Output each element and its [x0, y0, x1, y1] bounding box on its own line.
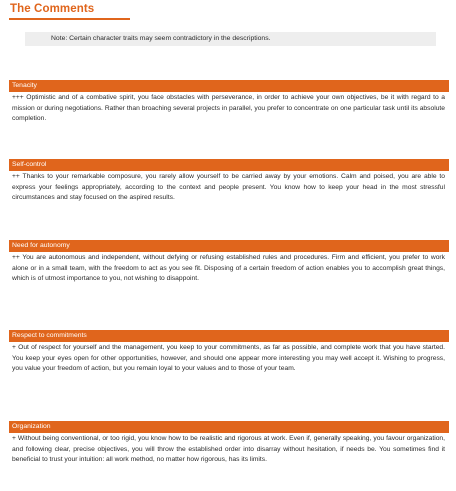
section-heading: Organization — [9, 421, 449, 433]
section-body: + Without being conventional, or too rigid, you know how to be realistic and rigorous at work. Even if, generally speaking, you favour organization, and following clear, precise objectives, you will throw the established order into disarray without hesitation, if needs be. You sometimes find it beneficial to trust your intuition: all work method, no matter how rigorous, has its limits. — [12, 435, 445, 464]
section-body: ++ You are autonomous and independent, without defying or refusing established rules and procedures. Firm and efficient, you prefer to work alone or in a small team, with the freedom to act as you see fit. Disposing of a certain freedom of action enables you to accomplish great things, which is of utmost importance to you, not wishing to disappoint. — [12, 254, 445, 283]
section-heading: Respect to commitments — [9, 330, 449, 342]
section-heading: Need for autonomy — [9, 240, 449, 252]
section-need-for-autonomy — [9, 240, 449, 297]
note-box: Note: Certain character traits may seem contradictory in the descriptions. — [25, 32, 436, 46]
section-organization — [9, 421, 449, 478]
section-tenacity — [9, 80, 449, 137]
title-underline — [9, 18, 130, 20]
section-heading: Tenacity — [9, 80, 449, 92]
section-self-control — [9, 159, 449, 216]
section-body: +++ Optimistic and of a combative spirit, you face obstacles with perseverance, in order to achieve your own objectives, be it with regard to a mission or during negotiations. Rather than broaching several projects in parallel, you prefer to concentrate on one particular task until its absolute completion. — [12, 94, 445, 123]
section-heading: Self-control — [9, 159, 449, 171]
page-title: The Comments — [10, 3, 95, 15]
section-body: ++ Thanks to your remarkable composure, you rarely allow yourself to be carried away by your emotions. Calm and poised, you are able to express your feelings appropriately, according to the context and people present. You know how to keep your head in the most stressful circumstances and stay focused on the aspired results. — [12, 173, 445, 202]
section-body: + Out of respect for yourself and the management, you keep to your commitments, as far as possible, and complete work that you have started. You keep your eyes open for other opportunities, however, and should one appear more interesting you may well accept it. Wishing to progress, you value your freedom of action, but you remain loyal to your values and to those of your team. — [12, 344, 445, 373]
section-respect-to-commitments — [9, 330, 449, 387]
